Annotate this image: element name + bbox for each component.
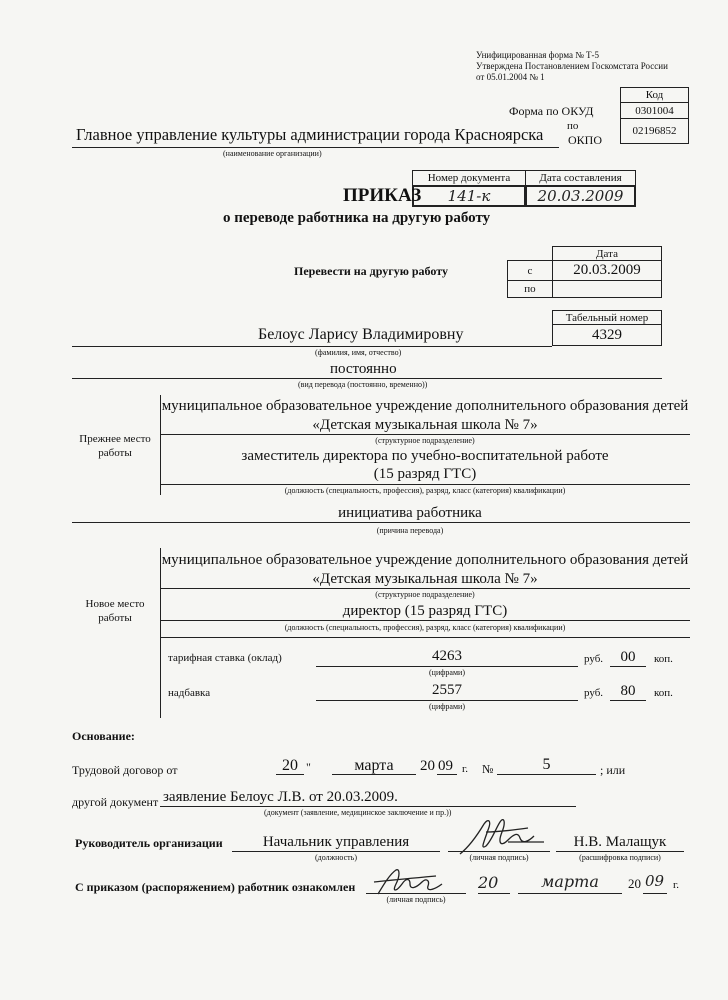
doc-number-value: 141-к — [412, 185, 526, 207]
bonus-digits-caption: (цифрами) — [429, 702, 465, 711]
okud-label: Форма по ОКУД — [509, 104, 594, 118]
transfer-label: Перевести на другую работу — [294, 264, 448, 278]
bonus-rub-value: 2557 — [432, 682, 462, 698]
acknowledge-signature-caption: (личная подпись) — [386, 895, 446, 904]
contract-number: 5 — [542, 756, 551, 773]
previous-position-line2: (15 разряд ГТС) — [373, 466, 477, 482]
doc-title: ПРИКАЗ — [343, 185, 422, 206]
contract-year: 09 — [438, 758, 453, 774]
form-header-line1: Унифицированная форма № Т-5 — [476, 50, 600, 60]
code-header: Код — [620, 87, 689, 103]
new-unit-line2: «Детская музыкальная школа № 7» — [312, 571, 538, 587]
rate-kop-label: коп. — [654, 653, 673, 665]
contract-month: марта — [354, 757, 394, 774]
head-signature-caption: (личная подпись) — [469, 853, 529, 862]
rate-label: тарифная ставка (оклад) — [168, 652, 282, 664]
transfer-date-header: Дата — [552, 246, 662, 261]
previous-unit-caption: (структурное подразделение) — [375, 436, 475, 445]
previous-unit-line2: «Детская музыкальная школа № 7» — [312, 417, 538, 433]
bonus-rub-label: руб. — [584, 687, 604, 699]
contract-year-suffix: г. — [462, 763, 469, 775]
okpo-code: 02196852 — [620, 118, 689, 144]
acknowledge-day: 20 — [478, 873, 499, 892]
acknowledge-year-prefix: 20 — [628, 876, 641, 891]
reason-caption: (причина перевода) — [376, 526, 444, 535]
new-place-label-2: работы — [98, 612, 132, 624]
tab-number-value: 4329 — [552, 324, 662, 346]
acknowledge-label: С приказом (распоряжением) работник ознакомлен — [75, 880, 356, 894]
new-unit-caption: (структурное подразделение) — [375, 590, 475, 599]
rate-digits-caption: (цифрами) — [429, 668, 465, 677]
previous-place-label-2: работы — [98, 447, 132, 459]
transfer-from-label: с — [507, 260, 553, 281]
contract-label: Трудовой договор от — [72, 763, 178, 777]
head-signature — [448, 812, 558, 860]
okpo-label-po: по — [567, 120, 579, 132]
head-position-caption: (должность) — [315, 853, 357, 862]
transfer-from-value: 20.03.2009 — [552, 260, 662, 281]
other-doc-label: другой документ — [72, 795, 159, 809]
contract-year-prefix: 20 — [420, 758, 435, 774]
transfer-to-value — [552, 280, 662, 298]
organization-caption: (наименование организации) — [223, 149, 322, 158]
previous-place-label-1: Прежнее место — [79, 433, 151, 445]
new-position: директор (15 разряд ГТС) — [342, 603, 508, 619]
employee-name-caption: (фамилия, имя, отчество) — [315, 348, 402, 357]
bonus-label: надбавка — [168, 687, 211, 699]
previous-position-caption: (должность (специальность, профессия), разряд, класс (категория) квалификации) — [284, 486, 566, 495]
rate-kop-value: 00 — [620, 649, 636, 665]
bonus-kop-value: 80 — [620, 683, 636, 699]
organization-name: Главное управление культуры администрации города Красноярска — [76, 125, 544, 144]
new-unit-line1: муниципальное образовательное учреждение дополнительного образования детей — [161, 552, 689, 568]
transfer-type: постоянно — [330, 361, 397, 377]
form-header-line3: от 05.01.2004 № 1 — [476, 72, 545, 82]
contract-day: 20 — [282, 757, 298, 774]
bonus-kop-label: коп. — [654, 687, 673, 699]
rate-rub-label: руб. — [584, 653, 604, 665]
employee-signature — [370, 862, 465, 904]
other-doc-value: заявление Белоус Л.В. от 20.03.2009. — [163, 789, 398, 805]
employee-name: Белоус Ларису Владимировну — [258, 326, 464, 343]
head-name: Н.В. Малащук — [573, 834, 667, 850]
new-place-label-1: Новое место — [85, 598, 145, 610]
basis-label: Основание: — [72, 729, 135, 743]
previous-position-line1: заместитель директора по учебно-воспитательной работе — [241, 448, 609, 464]
doc-date-value: 20.03.2009 — [525, 185, 636, 207]
new-position-caption: (должность (специальность, профессия), разряд, класс (категория) квалификации) — [284, 623, 566, 632]
acknowledge-month: марта — [541, 872, 599, 891]
previous-unit-line1: муниципальное образовательное учреждение дополнительного образования детей — [161, 398, 689, 414]
rate-rub-value: 4263 — [432, 648, 462, 664]
acknowledge-year: 09 — [645, 872, 665, 890]
reason-value: инициатива работника — [338, 505, 482, 521]
head-position: Начальник управления — [262, 834, 410, 850]
acknowledge-year-suffix: г. — [673, 879, 680, 891]
contract-number-sign: № — [482, 762, 494, 776]
doc-number-header: Номер документа — [412, 170, 526, 186]
contract-or: ; или — [600, 763, 626, 777]
head-name-caption: (расшифровка подписи) — [579, 853, 661, 862]
okpo-label: ОКПО — [568, 133, 603, 147]
transfer-type-caption: (вид перевода (постоянно, временно)) — [298, 380, 428, 389]
form-header-line2: Утверждена Постановлением Госкомстата России — [476, 61, 668, 71]
contract-quote: " — [306, 760, 311, 774]
okud-code: 0301004 — [620, 102, 689, 119]
head-label: Руководитель организации — [75, 836, 223, 850]
doc-date-header: Дата составления — [525, 170, 636, 186]
other-doc-caption: (документ (заявление, медицинское заключение и пр.)) — [264, 808, 452, 817]
tab-number-header: Табельный номер — [552, 310, 662, 325]
transfer-to-label: по — [507, 280, 553, 298]
doc-subtitle: о переводе работника на другую работу — [223, 210, 491, 226]
